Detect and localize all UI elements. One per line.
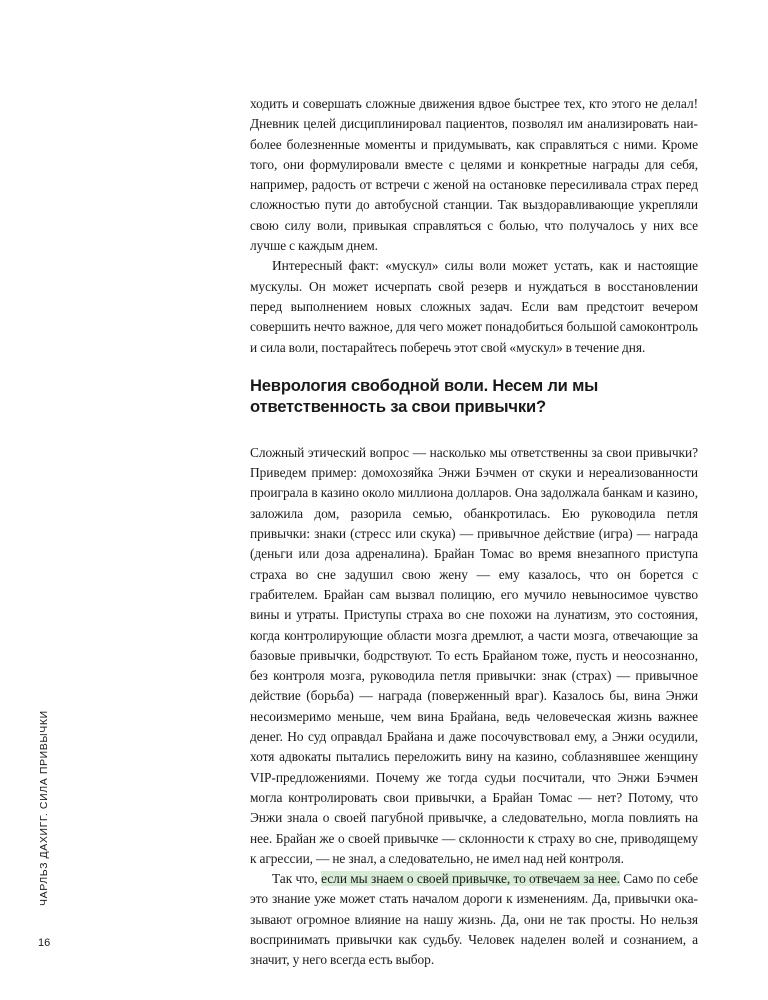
page-number: 16 [38, 937, 51, 949]
highlighted-text: если мы знаем о своей привычке, то отвечаем за нее. [321, 871, 620, 887]
running-head: ЧАРЛЬЗ ДАХИГГ. СИЛА ПРИВЫЧКИ [38, 710, 50, 906]
section-heading: Неврология свободной воли. Несем ли мы ответственность за свои привычки? [250, 375, 599, 416]
paragraph: Интересный факт: «мускул» силы воли может устать, как и настоящие мускулы. Он может исчерпать свой резерв и нуждаться в восстановлении перед выполнением новых сложных задач. Если вам предстоит вечером совершить нечто важное, для чего может понадобиться большой самоконтроль и сила воли, постарайтесь поберечь этот свой «мускул» в течение дня. [250, 258, 698, 355]
paragraph-text: Само по себе это знание уже может стать началом дороги к изменениям. Да, привычки оказывают огромное влияние на нашу жизнь. Да, они не так просты. Но нельзя воспринимать привычки как судьбу. Человек наделен волей и сознанием, а значит, у него всегда есть выбор. [250, 871, 698, 968]
body-text [250, 94, 698, 971]
paragraph-with-highlight [250, 869, 698, 970]
paragraph: Сложный этический вопрос — насколько мы ответственны за свои привычки? Приведем пример: домохозяйка Энжи Бэчмен от скуки и нереализованности проиграла в казино около миллиона долларов. Она задолжала банкам и казино, заложила дом, разорила семью, обанкротилась. Ею руководила петля привычки: знаки (стресс или скука) — привычное действие (игра) — награда (деньги или доза адреналина). Брайан Томас во время внезапного приступа страха во сне задушил свою жену — ему казалось, что он борется с грабителем. Брайан сам вызвал полицию, его мучило невыносимое чувство вины и утраты. Приступы страха во сне похожи на лунатизм, это состояния, когда контролирующие области мозга дремлют, а части мозга, отвечающие за базовые привычки, бодрствуют. То есть Брайаном тоже, пусть и неосознанно, без контроля мозга, руководила петля привычки: знак (страх) — привычное действие (борьба) — награда (поверженный враг). Казалось бы, вина Энжи несоизмеримо меньше, чем вина Брайана, ведь человеческая жизнь важнее денег. Но суд оправдал Брайана и даже посочувствовал ему, а Энжи осудили, хотя адвокаты пытались переложить вину на казино, соблазнявшее женщину VIP-предложениями. Почему же тогда судьи посчитали, что Энжи Бэчмен могла контролировать свои привычки, а Брайан Томас — нет? Потому, что Энжи знала о своей пагубной привычке, а следовательно, могла повлиять на нее. Брайан же о своей привычке — склонности к страху во сне, приводящему к агрессии, — не знал, а следовательно, не имел над ней контроля. [250, 444, 698, 866]
paragraph-text: Так что, [272, 871, 322, 887]
paragraph: ходить и совершать сложные движения вдвое быстрее тех, кто этого не делал! Дневник целей дисциплинировал пациентов, позволял им анализировать наиболее болезненные моменты и придумывать, как справляться с ними. Кроме того, они формулировали вместе с целями и конкретные награды для себя, например, радость от встречи с женой на остановке пересиливала страх перед сложностью пути до автобусной станции. Так выздоравливающие укрепляли свою силу воли, привыкая справляться с болью, что получалось у них все лучше с каждым днем. [250, 96, 698, 254]
